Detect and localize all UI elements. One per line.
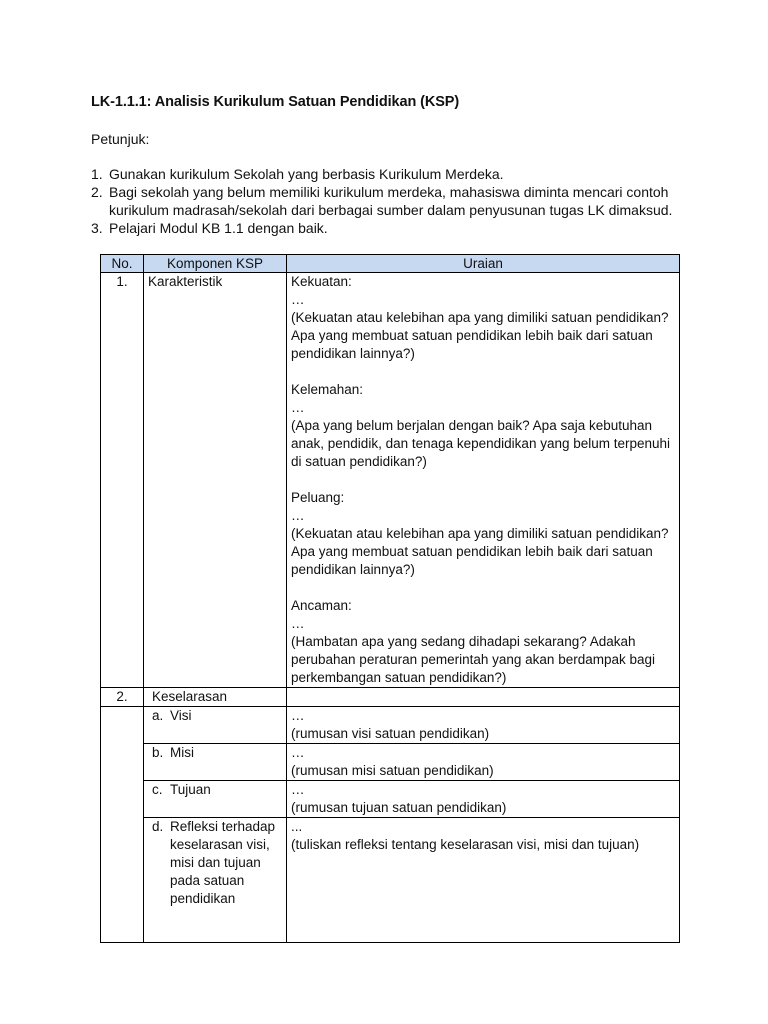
sub-label: Refleksi terhadap keselarasan visi, misi dan tujuan pada satuan pendidikan xyxy=(170,819,276,906)
sub-letter: b. xyxy=(152,745,164,760)
kelemahan-placeholder: … xyxy=(291,400,305,415)
uraian-cell[interactable] xyxy=(287,744,680,781)
table-row-refleksi xyxy=(101,818,680,943)
peluang-placeholder: … xyxy=(291,508,305,523)
uraian-cell[interactable] xyxy=(287,688,680,707)
header-uraian: Uraian xyxy=(287,255,680,273)
document-title: LK-1.1.1: Analisis Kurikulum Satuan Pendidikan (KSP) xyxy=(91,94,460,110)
sub-letter: c. xyxy=(152,782,163,797)
header-komponen: Komponen KSP xyxy=(144,255,287,273)
instruction-text: Pelajari Modul KB 1.1 dengan baik. xyxy=(109,220,328,236)
komponen-cell xyxy=(144,744,287,781)
instruction-text: Gunakan kurikulum Sekolah yang berbasis Kurikulum Merdeka. xyxy=(109,166,504,182)
refleksi-hint: (tuliskan refleksi tentang keselarasan visi, misi dan tujuan) xyxy=(291,837,640,852)
sub-letter: a. xyxy=(152,708,164,723)
instruction-item xyxy=(91,165,691,183)
misi-placeholder: … xyxy=(291,745,305,760)
ancaman-hint: (Hambatan apa yang sedang dihadapi sekarang? Adakah perubahan peraturan pemerintah yang akan berdampak bagi perkembangan satuan pendidikan?) xyxy=(291,634,656,685)
kekuatan-label: Kekuatan: xyxy=(291,274,352,289)
row-number: 1. xyxy=(101,273,144,688)
visi-placeholder: … xyxy=(291,708,305,723)
instruction-number: 3. xyxy=(91,220,103,236)
tujuan-placeholder: … xyxy=(291,782,305,797)
kekuatan-hint: (Kekuatan atau kelebihan apa yang dimiliki satuan pendidikan? Apa yang membuat satuan pendidikan lebih baik dari satuan pendidikan lainnya?) xyxy=(291,310,669,361)
uraian-cell[interactable] xyxy=(287,781,680,818)
ancaman-placeholder: … xyxy=(291,616,305,631)
instruction-item xyxy=(91,219,691,237)
komponen-cell: Karakteristik xyxy=(144,273,287,688)
kekuatan-placeholder: … xyxy=(291,292,305,307)
instruction-text: Bagi sekolah yang belum memiliki kurikulum merdeka, mahasiswa diminta mencari contoh kurikulum madrasah/sekolah dari berbagai sumber dalam penyusunan tugas LK dimaksud. xyxy=(109,184,673,218)
peluang-label: Peluang: xyxy=(291,490,345,505)
refleksi-placeholder: ... xyxy=(291,819,303,834)
instruction-list xyxy=(91,165,691,237)
kelemahan-label: Kelemahan: xyxy=(291,382,364,397)
table-row-visi xyxy=(101,707,680,744)
table-row-misi xyxy=(101,744,680,781)
instruction-number: 1. xyxy=(91,166,103,182)
sub-label: Visi xyxy=(170,708,192,723)
empty-number-cell xyxy=(101,707,144,943)
sub-label: Tujuan xyxy=(170,782,211,797)
uraian-cell[interactable] xyxy=(287,273,680,688)
table-row-keselarasan xyxy=(101,688,680,707)
misi-hint: (rumusan misi satuan pendidikan) xyxy=(291,763,494,778)
instruction-item xyxy=(91,183,691,219)
ksp-analysis-table xyxy=(100,254,680,943)
table-header-row xyxy=(101,255,680,273)
komponen-cell xyxy=(144,781,287,818)
petunjuk-label: Petunjuk: xyxy=(91,131,150,147)
uraian-cell[interactable] xyxy=(287,707,680,744)
row-number: 2. xyxy=(101,688,144,707)
table-row-karakteristik xyxy=(101,273,680,688)
komponen-cell xyxy=(144,707,287,744)
tujuan-hint: (rumusan tujuan satuan pendidikan) xyxy=(291,800,507,815)
table-row-tujuan xyxy=(101,781,680,818)
peluang-hint: (Kekuatan atau kelebihan apa yang dimiliki satuan pendidikan? Apa yang membuat satuan pendidikan lebih baik dari satuan pendidikan lainnya?) xyxy=(291,526,669,577)
ancaman-label: Ancaman: xyxy=(291,598,352,613)
uraian-cell[interactable] xyxy=(287,818,680,943)
sub-letter: d. xyxy=(152,819,164,834)
visi-hint: (rumusan visi satuan pendidikan) xyxy=(291,726,490,741)
komponen-cell xyxy=(144,818,287,943)
komponen-cell: Keselarasan xyxy=(144,688,287,707)
sub-label: Misi xyxy=(170,745,194,760)
instruction-number: 2. xyxy=(91,184,103,200)
header-no: No. xyxy=(101,255,144,273)
kelemahan-hint: (Apa yang belum berjalan dengan baik? Apa saja kebutuhan anak, pendidik, dan tenaga kependidikan yang belum terpenuhi di satuan pendidikan?) xyxy=(291,418,671,469)
